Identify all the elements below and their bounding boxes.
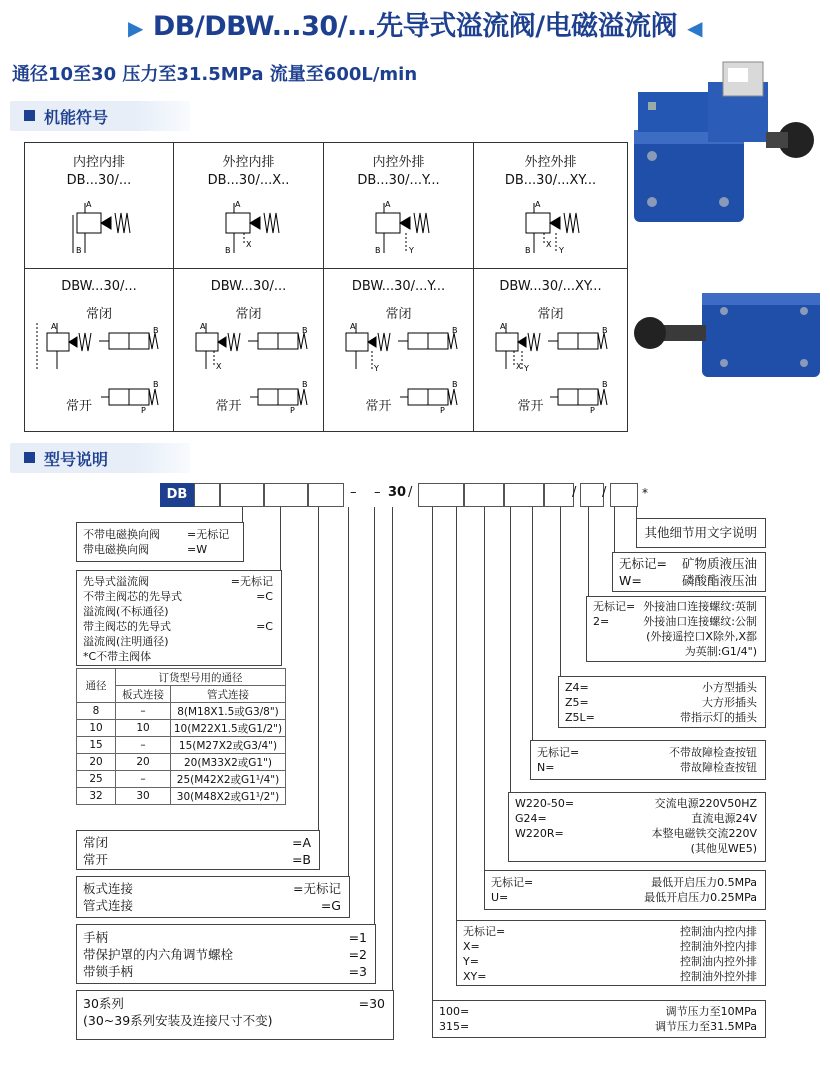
desc-value: =C bbox=[256, 620, 273, 633]
desc-label: Z5L= bbox=[565, 711, 595, 724]
symbol-code: DB...30/... bbox=[66, 173, 132, 188]
desc-label: 30系列 bbox=[83, 996, 124, 1011]
leader-line bbox=[374, 507, 375, 942]
desc-value: 交流电源220V50HZ bbox=[654, 797, 757, 810]
svg-text:B: B bbox=[302, 326, 308, 335]
leader-line bbox=[532, 507, 533, 747]
no-label: 常开 bbox=[365, 399, 392, 414]
desc-label: 带电磁换向阀 bbox=[83, 543, 149, 556]
svg-text:A: A bbox=[86, 200, 92, 209]
cell-size: 15 bbox=[77, 737, 116, 754]
cell-pipe: 8(M18X1.5或G3/8") bbox=[171, 703, 286, 720]
svg-text:A: A bbox=[385, 200, 391, 209]
desc-label: U= bbox=[491, 891, 509, 904]
solenoid-relief-symbol-nc bbox=[33, 319, 169, 375]
desc-label: 无标记= bbox=[491, 876, 534, 889]
leader-line bbox=[510, 507, 511, 797]
desc-label: Y= bbox=[463, 955, 479, 968]
symbol-cell bbox=[474, 269, 627, 431]
desc-value: =无标记 bbox=[187, 528, 230, 541]
desc-value: 带指示灯的插头 bbox=[680, 711, 757, 724]
desc-connection bbox=[76, 876, 350, 918]
desc-value: 带故障检查按钮 bbox=[680, 761, 757, 774]
desc-thread bbox=[586, 596, 766, 662]
symbol-code: DB...30/...Y... bbox=[357, 173, 440, 188]
svg-text:A: A bbox=[535, 200, 541, 209]
svg-text:X: X bbox=[216, 362, 222, 371]
desc-label: 无标记= bbox=[537, 746, 580, 759]
desc-value: =W bbox=[187, 543, 208, 556]
svg-text:A: A bbox=[500, 322, 506, 331]
desc-label: 无标记= bbox=[463, 925, 506, 938]
desc-value: =C bbox=[256, 590, 273, 603]
th-size: 通径 bbox=[77, 669, 116, 703]
desc-min-pressure bbox=[484, 870, 766, 910]
svg-text:A: A bbox=[51, 322, 57, 331]
svg-text:P: P bbox=[141, 406, 146, 415]
desc-power bbox=[508, 792, 766, 862]
desc-label: 不带电磁换向阀 bbox=[83, 528, 160, 541]
desc-value: 直流电源24V bbox=[691, 812, 757, 825]
svg-text:P: P bbox=[590, 406, 595, 415]
cell-pipe: 20(M33X2或G1") bbox=[171, 754, 286, 771]
valve-photo-solenoid bbox=[628, 52, 824, 242]
desc-value: 最低开启压力0.25MPa bbox=[644, 891, 757, 904]
solenoid-relief-symbol-nc bbox=[332, 319, 468, 375]
svg-text:B: B bbox=[452, 326, 458, 335]
code-prefix: DB bbox=[160, 483, 194, 507]
desc-label: 管式连接 bbox=[83, 898, 134, 913]
table-row bbox=[77, 754, 286, 771]
desc-label: G24= bbox=[515, 812, 547, 825]
desc-pilot bbox=[76, 570, 282, 666]
desc-label: W220R= bbox=[515, 827, 564, 840]
desc-label: 100= bbox=[439, 1005, 470, 1018]
code-slot bbox=[610, 483, 638, 507]
svg-text:P: P bbox=[440, 406, 445, 415]
leader-line bbox=[280, 507, 281, 570]
th-plate: 板式连接 bbox=[116, 686, 171, 703]
symbol-code: DB...30/...X.. bbox=[207, 173, 290, 188]
desc-value: 外接油口连接螺纹:公制 bbox=[643, 615, 757, 628]
cell-pipe: 15(M27X2或G3/4") bbox=[171, 737, 286, 754]
th-title: 订货型号用的通径 bbox=[116, 669, 286, 686]
relief-valve-symbol bbox=[514, 195, 594, 261]
symbol-name: 外控内排 bbox=[222, 155, 275, 170]
solenoid-symbol-no bbox=[550, 379, 620, 415]
code-slot bbox=[308, 483, 344, 507]
desc-value: 小方型插头 bbox=[702, 681, 757, 694]
leader-line bbox=[392, 507, 393, 999]
symbol-code: DBW...30/...Y... bbox=[351, 279, 446, 294]
code-slot bbox=[220, 483, 264, 507]
svg-text:B: B bbox=[602, 380, 608, 389]
no-label: 常开 bbox=[65, 399, 92, 414]
desc-label: 带主阀芯的先导式 bbox=[83, 620, 171, 633]
symbol-code: DB...30/...XY... bbox=[504, 173, 597, 188]
cell-size: 20 bbox=[77, 754, 116, 771]
desc-value: 其他细节用文字说明 bbox=[644, 525, 757, 540]
svg-text:B: B bbox=[602, 326, 608, 335]
section-title: 机能符号 bbox=[44, 108, 109, 127]
leader-line bbox=[484, 507, 485, 877]
desc-label: 先导式溢流阀 bbox=[83, 575, 149, 588]
triangle-left-icon: ◀ bbox=[687, 15, 703, 40]
desc-label: 带保护罩的内六角调节螺栓 bbox=[83, 947, 234, 962]
desc-label: Z5= bbox=[565, 696, 589, 709]
desc-label: 无标记= bbox=[619, 556, 667, 571]
nc-label: 常闭 bbox=[385, 307, 412, 322]
desc-value: 磷酸酯液压油 bbox=[681, 573, 757, 588]
desc-value: 本整电磁铁交流220V bbox=[651, 827, 757, 840]
desc-value: 矿物质液压油 bbox=[681, 556, 757, 571]
code-slot bbox=[464, 483, 504, 507]
desc-value: 控制油外控外排 bbox=[680, 970, 757, 983]
svg-text:X: X bbox=[546, 240, 552, 249]
table-row bbox=[77, 788, 286, 805]
cell-plate: 10 bbox=[116, 720, 171, 737]
square-bullet-icon bbox=[24, 110, 35, 121]
desc-fault bbox=[530, 740, 766, 780]
subtitle: 通径10至30 压力至31.5MPa 流量至600L/min bbox=[12, 64, 418, 85]
cell-plate: – bbox=[116, 703, 171, 720]
solenoid-relief-symbol-nc bbox=[482, 319, 618, 375]
table-row bbox=[77, 703, 286, 720]
code-slot bbox=[264, 483, 308, 507]
desc-value: 最低开启压力0.5MPa bbox=[651, 876, 757, 889]
desc-value: 控制油内控内排 bbox=[680, 925, 757, 938]
svg-text:Y: Y bbox=[524, 364, 529, 373]
symbol-code: DBW...30/... bbox=[210, 279, 287, 294]
leader-line bbox=[432, 507, 433, 1022]
triangle-right-icon: ▶ bbox=[127, 15, 143, 40]
square-bullet-icon bbox=[24, 452, 35, 463]
desc-value: (外接遥控口X除外,X都 bbox=[646, 630, 757, 643]
cell-plate: – bbox=[116, 737, 171, 754]
desc-label: 无标记= bbox=[593, 600, 636, 613]
symbol-code: DBW...30/... bbox=[61, 279, 137, 294]
desc-value: 控制油内控外排 bbox=[680, 955, 757, 968]
desc-label: 不带主阀芯的先导式 bbox=[83, 590, 182, 603]
relief-valve-symbol bbox=[364, 195, 444, 261]
cell-size: 10 bbox=[77, 720, 116, 737]
nc-label: 常闭 bbox=[85, 307, 112, 322]
leader-line bbox=[560, 507, 561, 682]
desc-value: 不带故障检查按钮 bbox=[669, 746, 757, 759]
cell-plate: 20 bbox=[116, 754, 171, 771]
svg-text:B: B bbox=[153, 326, 159, 335]
desc-value: 控制油外控内排 bbox=[680, 940, 757, 953]
code-slash: / bbox=[572, 485, 577, 500]
nc-label: 常闭 bbox=[537, 307, 564, 322]
symbol-cell bbox=[25, 143, 174, 269]
no-label: 常开 bbox=[215, 399, 242, 414]
section-header-model bbox=[10, 443, 190, 473]
leader-line bbox=[614, 507, 615, 552]
cell-size: 8 bbox=[77, 703, 116, 720]
svg-text:X: X bbox=[246, 240, 252, 249]
desc-value: 外接油口连接螺纹:英制 bbox=[643, 600, 757, 613]
symbol-name: 内控外排 bbox=[372, 155, 425, 170]
page-title bbox=[0, 4, 830, 43]
cell-pipe: 10(M22X1.5或G1/2") bbox=[171, 720, 286, 737]
desc-fluid bbox=[612, 552, 766, 592]
symbol-cell bbox=[174, 143, 324, 269]
code-slash: / bbox=[408, 485, 413, 500]
cell-plate: – bbox=[116, 771, 171, 788]
symbol-code: DBW...30/...XY... bbox=[499, 279, 602, 294]
desc-plug bbox=[558, 676, 766, 728]
desc-label: Z4= bbox=[565, 681, 589, 694]
desc-label: 常闭 bbox=[83, 835, 109, 850]
svg-text:A: A bbox=[350, 322, 356, 331]
desc-label: 常开 bbox=[83, 852, 109, 867]
desc-control bbox=[456, 920, 766, 986]
th-pipe: 管式连接 bbox=[171, 686, 286, 703]
code-slot bbox=[504, 483, 544, 507]
code-series: 30 bbox=[388, 485, 407, 500]
symbol-grid bbox=[24, 142, 628, 432]
code-star: * bbox=[642, 486, 648, 500]
symbol-cell bbox=[324, 143, 474, 269]
desc-value: =无标记 bbox=[230, 575, 273, 588]
valve-photo-pilot bbox=[632, 285, 826, 385]
svg-text:P: P bbox=[290, 406, 295, 415]
cell-plate: 30 bbox=[116, 788, 171, 805]
desc-label: W220-50= bbox=[515, 797, 575, 810]
desc-label: 手柄 bbox=[83, 930, 109, 945]
solenoid-relief-symbol-nc bbox=[182, 319, 318, 375]
svg-text:B: B bbox=[452, 380, 458, 389]
desc-value: 调节压力至10MPa bbox=[665, 1005, 757, 1018]
desc-value: =30 bbox=[358, 996, 385, 1011]
table-row bbox=[77, 737, 286, 754]
desc-label: 板式连接 bbox=[83, 881, 134, 896]
section-header-symbols bbox=[10, 101, 190, 131]
code-dash: – bbox=[374, 485, 381, 500]
svg-text:Y: Y bbox=[559, 246, 564, 255]
svg-text:X: X bbox=[516, 362, 522, 371]
table-row bbox=[77, 771, 286, 788]
desc-value: 调节压力至31.5MPa bbox=[655, 1020, 757, 1033]
desc-solenoid bbox=[76, 522, 244, 562]
svg-text:A: A bbox=[235, 200, 241, 209]
size-table bbox=[76, 668, 286, 805]
symbol-name: 外控外排 bbox=[524, 155, 577, 170]
desc-value: =3 bbox=[348, 964, 367, 979]
cell-size: 32 bbox=[77, 788, 116, 805]
nc-label: 常闭 bbox=[235, 307, 262, 322]
svg-text:B: B bbox=[302, 380, 308, 389]
cell-pipe: 30(M48X2或G1¹/2") bbox=[171, 788, 286, 805]
svg-text:Y: Y bbox=[374, 364, 379, 373]
code-dash: – bbox=[350, 485, 357, 500]
desc-value: (其他见WE5) bbox=[690, 842, 757, 855]
desc-series bbox=[76, 990, 394, 1040]
leader-line bbox=[318, 507, 319, 852]
relief-valve-symbol bbox=[65, 195, 145, 261]
svg-text:B: B bbox=[76, 246, 82, 255]
desc-label: 溢流阀(注明通径) bbox=[83, 635, 169, 648]
symbol-name: 内控内排 bbox=[72, 155, 125, 170]
desc-label: *C不带主阀体 bbox=[83, 650, 152, 663]
desc-label: 带锁手柄 bbox=[83, 964, 134, 979]
desc-label: 溢流阀(不标通径) bbox=[83, 605, 169, 618]
leader-line bbox=[456, 507, 457, 927]
desc-label: XY= bbox=[463, 970, 487, 983]
desc-value: =2 bbox=[348, 947, 367, 962]
cell-size: 25 bbox=[77, 771, 116, 788]
code-slot bbox=[418, 483, 464, 507]
title-text: DB/DBW...30/...先导式溢流阀/电磁溢流阀 bbox=[152, 11, 678, 42]
svg-text:Y: Y bbox=[409, 246, 414, 255]
desc-adjust bbox=[432, 1000, 766, 1038]
desc-value: =G bbox=[320, 898, 341, 913]
desc-nc-no bbox=[76, 830, 320, 870]
code-slot bbox=[580, 483, 607, 507]
section-title: 型号说明 bbox=[44, 450, 109, 469]
desc-label: W= bbox=[619, 573, 642, 588]
leader-line bbox=[348, 507, 349, 897]
desc-value: =无标记 bbox=[293, 881, 341, 896]
svg-text:B: B bbox=[375, 246, 381, 255]
svg-text:B: B bbox=[525, 246, 531, 255]
desc-label: N= bbox=[537, 761, 555, 774]
no-label: 常开 bbox=[517, 399, 544, 414]
code-slot bbox=[544, 483, 577, 507]
desc-label: 2= bbox=[593, 615, 610, 628]
relief-valve-symbol bbox=[214, 195, 294, 261]
desc-value: =B bbox=[291, 852, 311, 867]
desc-label: 315= bbox=[439, 1020, 470, 1033]
table-row bbox=[77, 720, 286, 737]
desc-value: 为英制:G1/4") bbox=[684, 645, 757, 658]
svg-text:A: A bbox=[200, 322, 206, 331]
desc-handle bbox=[76, 924, 376, 984]
desc-value: 大方形插头 bbox=[702, 696, 757, 709]
svg-text:B: B bbox=[225, 246, 231, 255]
desc-value: =1 bbox=[348, 930, 367, 945]
desc-other bbox=[636, 518, 766, 548]
desc-value: =A bbox=[291, 835, 311, 850]
desc-label: (30~39系列安装及连接尺寸不变) bbox=[83, 1013, 273, 1028]
svg-text:B: B bbox=[153, 380, 159, 389]
leader-line bbox=[588, 507, 589, 602]
symbol-cell bbox=[474, 143, 627, 269]
desc-label: X= bbox=[463, 940, 480, 953]
code-slot bbox=[194, 483, 220, 507]
cell-pipe: 25(M42X2或G1¹/4") bbox=[171, 771, 286, 788]
code-slash: / bbox=[602, 485, 607, 500]
